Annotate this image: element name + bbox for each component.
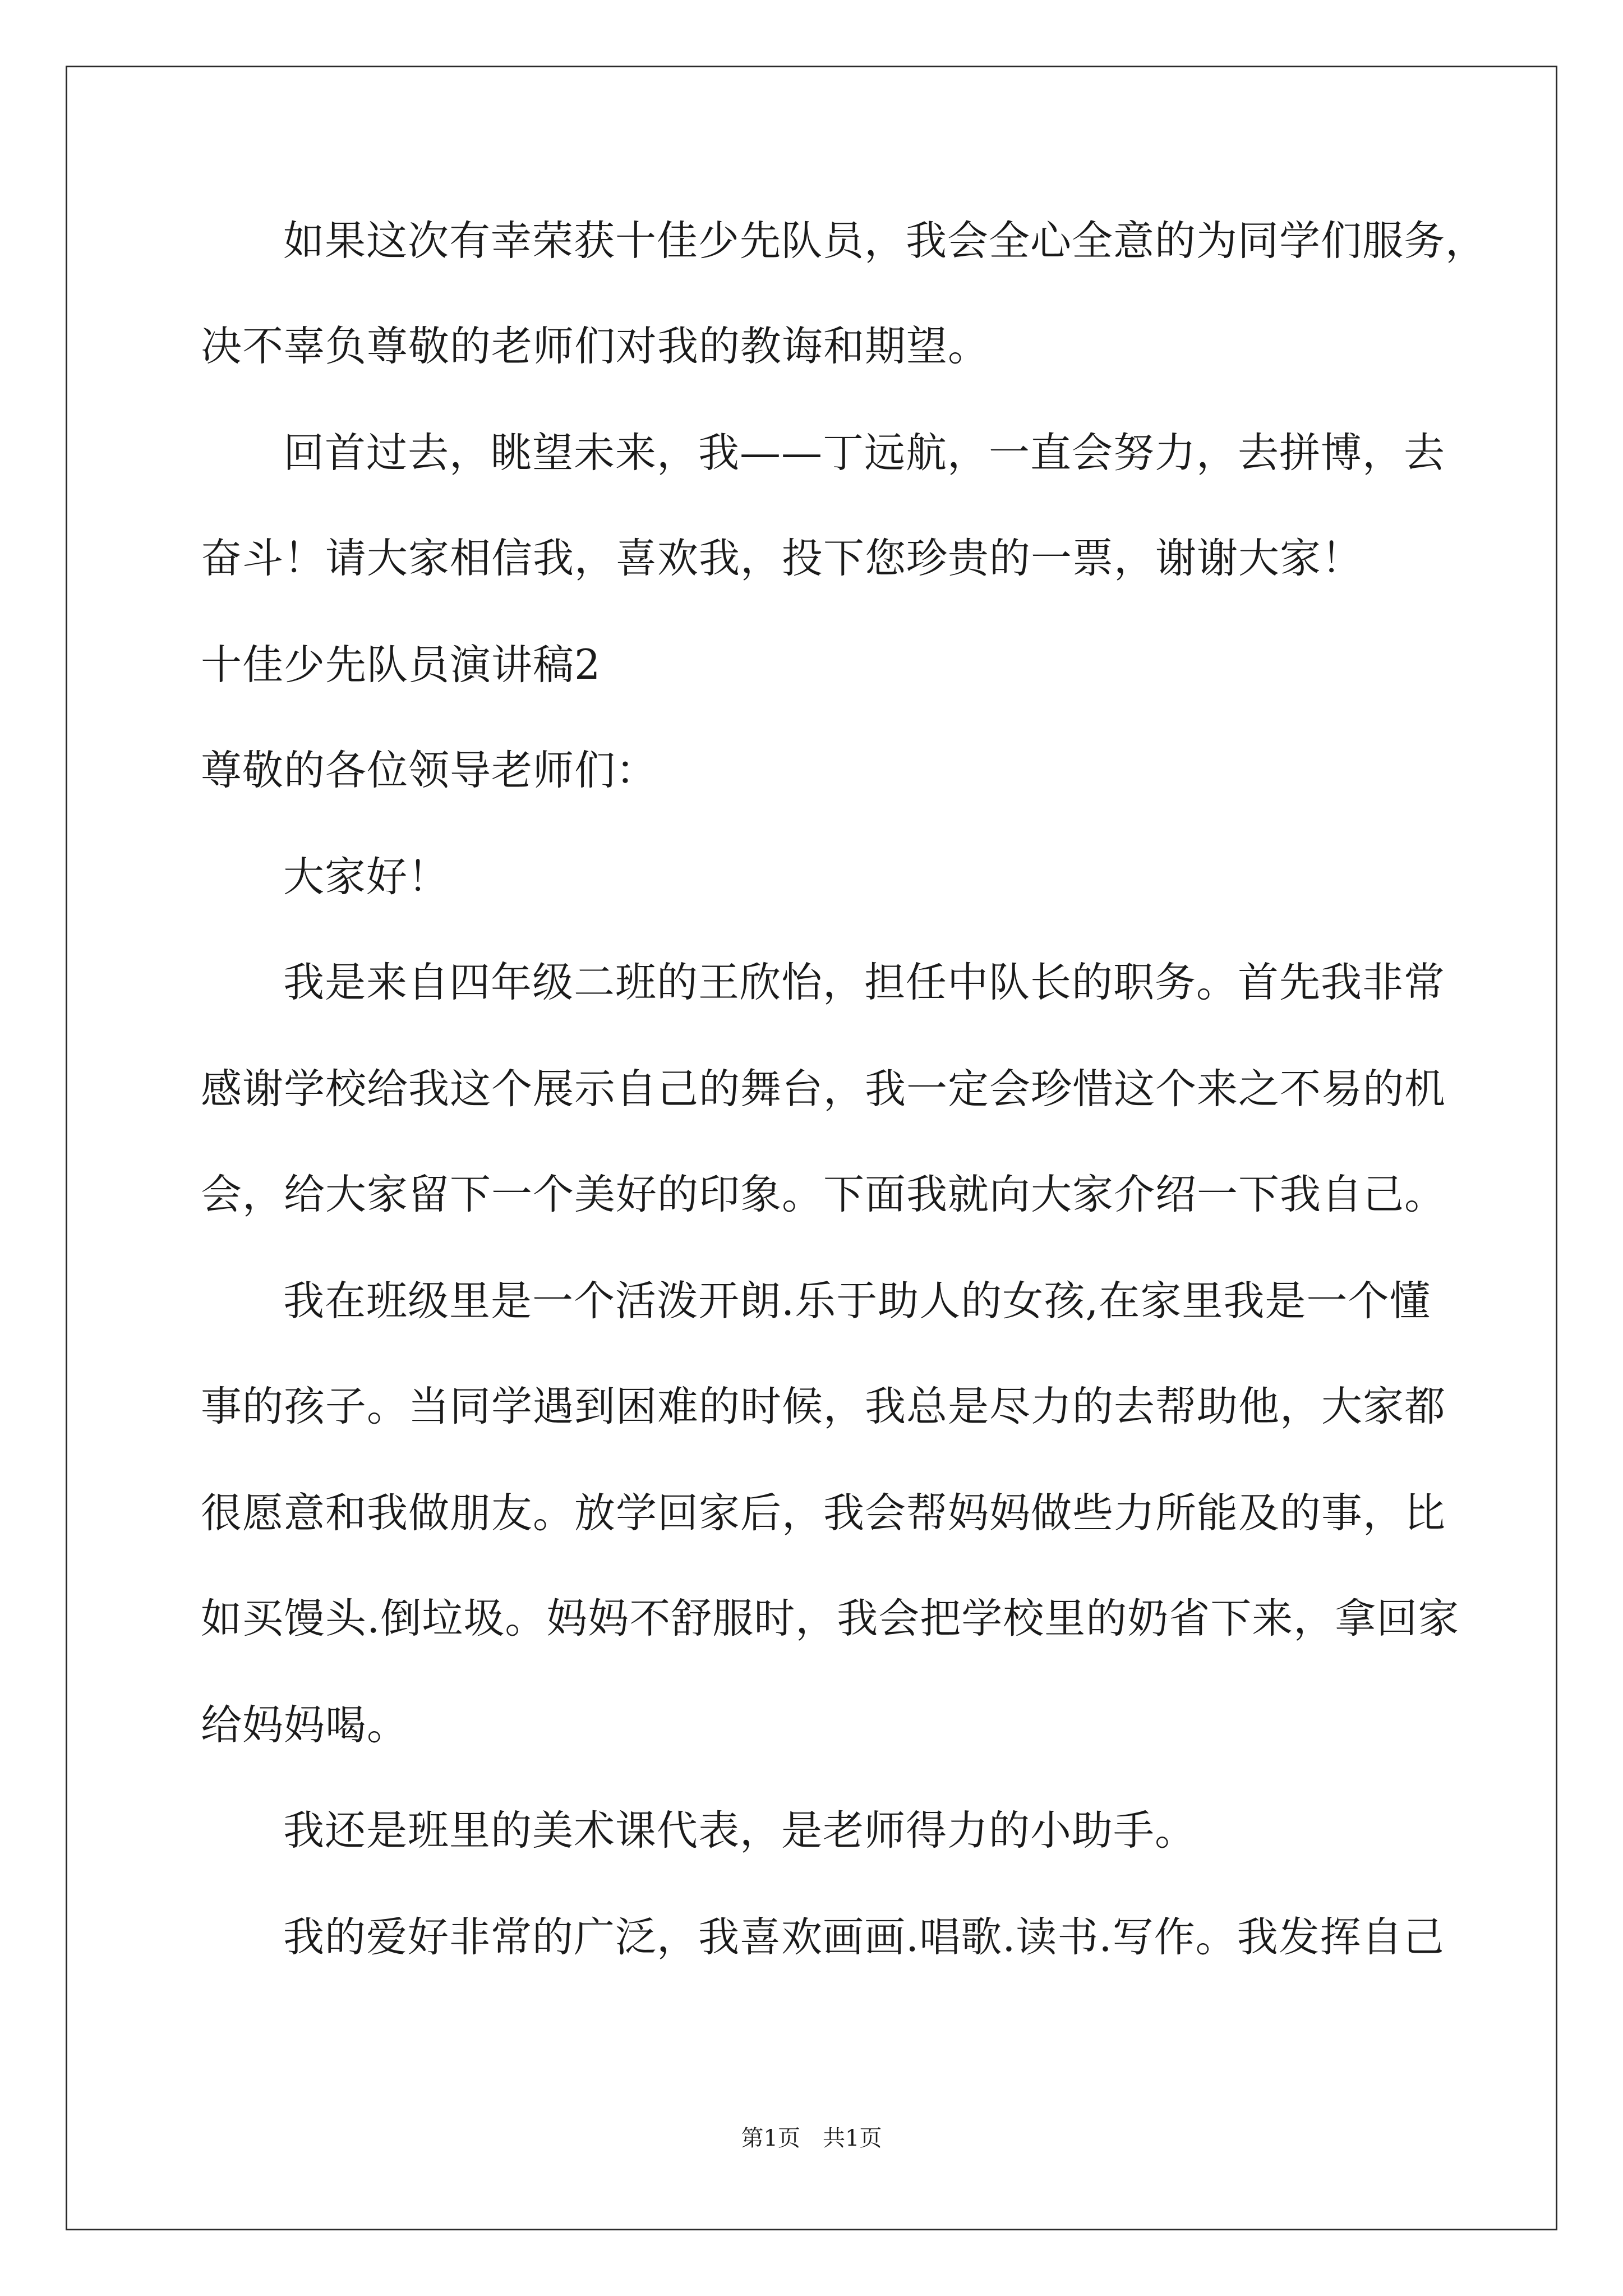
page-frame	[66, 66, 1557, 2230]
paragraph-line: 如买馒头.倒垃圾。妈妈不舒服时，我会把学校里的奶省下来，拿回家	[201, 1595, 1460, 1642]
page-number: 第1页	[741, 2125, 800, 2151]
paragraph-line: 很愿意和我做朋友。放学回家后，我会帮妈妈做些力所能及的事，比	[201, 1489, 1446, 1537]
paragraph-line: 我在班级里是一个活泼开朗.乐于助人的女孩,在家里我是一个懂	[283, 1277, 1431, 1325]
greeting: 大家好！	[283, 853, 449, 901]
paragraph-line: 会，给大家留下一个美好的印象。下面我就向大家介绍一下我自己。	[201, 1171, 1446, 1218]
section-heading: 十佳少先队员演讲稿2	[201, 641, 601, 689]
paragraph-line: 事的孩子。当同学遇到困难的时候，我总是尽力的去帮助他，大家都	[201, 1383, 1446, 1430]
paragraph-line: 感谢学校给我这个展示自己的舞台，我一定会珍惜这个来之不易的机	[201, 1065, 1446, 1113]
salutation: 尊敬的各位领导老师们：	[201, 747, 657, 794]
paragraph-line: 我的爱好非常的广泛，我喜欢画画.唱歌.读书.写作。我发挥自己	[283, 1913, 1445, 1961]
page-total: 共1页	[823, 2125, 882, 2151]
paragraph-line: 决不辜负尊敬的老师们对我的教诲和期望。	[201, 323, 989, 370]
paragraph-line: 我是来自四年级二班的王欣怡，担任中队长的职务。首先我非常	[283, 959, 1445, 1006]
paragraph-line: 回首过去，眺望未来，我——丁远航，一直会努力，去拼博，去	[283, 429, 1445, 477]
paragraph-line: 给妈妈喝。	[201, 1701, 408, 1749]
page-footer	[0, 2124, 1623, 2152]
paragraph-line: 奋斗！请大家相信我，喜欢我，投下您珍贵的一票，谢谢大家！	[201, 535, 1363, 582]
paragraph-line: 如果这次有幸荣获十佳少先队员，我会全心全意的为同学们服务，	[283, 217, 1487, 265]
paragraph-line: 我还是班里的美术课代表，是老师得力的小助手。	[283, 1807, 1196, 1855]
